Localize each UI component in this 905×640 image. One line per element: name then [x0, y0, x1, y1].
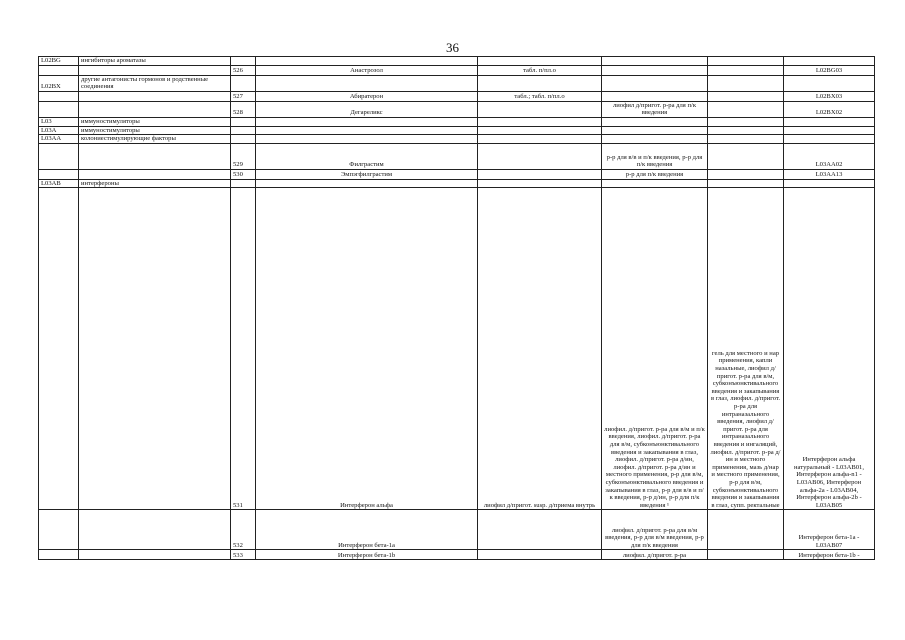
cell-num: 533	[231, 550, 256, 560]
cell-group: иммуностимуляторы	[79, 117, 231, 126]
table-row	[39, 169, 875, 179]
cell-atc: L03	[39, 117, 79, 126]
cell-name	[256, 75, 478, 91]
cell-atc	[39, 91, 79, 101]
cell-form3	[708, 179, 784, 188]
cell-form2	[602, 75, 708, 91]
cell-form3	[708, 57, 784, 66]
cell-form: табл. п/пл.о	[478, 65, 602, 75]
cell-name: Интерферон бета-1a	[256, 510, 478, 550]
cell-name: Абиратерон	[256, 91, 478, 101]
cell-num: 530	[231, 169, 256, 179]
cell-form	[478, 510, 602, 550]
cell-group	[79, 510, 231, 550]
cell-code: L03AA13	[784, 169, 875, 179]
cell-code: L02BX03	[784, 91, 875, 101]
cell-form2	[602, 65, 708, 75]
cell-form	[478, 126, 602, 135]
cell-form2: лиофил. д/пригот. р-ра для в/м и п/к введения, лиофил. д/пригот. р-ра для в/м, субконъюнктивального введения и закапывания в глаз, лиофил. д/пригот. р-ра д/ин, лиофил. д/пригот. р-ра д/ин и местного применения, р-р для в/м, субконъюнктивального введения и закапывания в глаз, р-р для в/в и п/к введения, р-р д/ин, р-р для п/к введения ¹	[602, 188, 708, 510]
cell-form2	[602, 117, 708, 126]
cell-atc: L02BG	[39, 57, 79, 66]
cell-form3	[708, 510, 784, 550]
cell-form	[478, 143, 602, 169]
cell-atc: L02BX	[39, 75, 79, 91]
drug-table	[38, 56, 875, 560]
cell-form3: гель для местного и нар применения, капли назальные, лиофил д/пригот. р-ра для в/м, субконъюнктивального введения и закапывания в глаз, лиофил. д/пригот. р-ра для интраназального введения, лиофил д/пригот. р-ра для интраназального введения и ингаляций, лиофил. д/пригот. р-ра д/ин и местного применения, мазь д/нар и местного применения, р-р для в/м, субконъюнктивального введения и закапывания в глаз, супп. ректальные	[708, 188, 784, 510]
cell-num	[231, 117, 256, 126]
table-row	[39, 510, 875, 550]
cell-code	[784, 117, 875, 126]
cell-name	[256, 179, 478, 188]
table-row	[39, 101, 875, 117]
cell-form	[478, 101, 602, 117]
cell-group	[79, 550, 231, 560]
table-row	[39, 126, 875, 135]
cell-name	[256, 57, 478, 66]
cell-atc	[39, 65, 79, 75]
cell-group: иммуностимуляторы	[79, 126, 231, 135]
cell-atc	[39, 169, 79, 179]
cell-name: Филграстим	[256, 143, 478, 169]
cell-code	[784, 135, 875, 144]
cell-form3	[708, 143, 784, 169]
cell-form3	[708, 126, 784, 135]
page-number: 36	[446, 40, 459, 55]
cell-atc: L03AA	[39, 135, 79, 144]
cell-form2: лиофил. д/пригот. р-ра	[602, 550, 708, 560]
cell-code: Интерферон альфа натуральный - L03AB01, Интерферон альфа-n1 - L03AB06, Интерферон альфа-2a - L03AB04, Интерферон альфа-2b - L03AB05	[784, 188, 875, 510]
cell-form2	[602, 57, 708, 66]
cell-form3	[708, 169, 784, 179]
cell-num: 528	[231, 101, 256, 117]
cell-code	[784, 126, 875, 135]
cell-name: Дегареликс	[256, 101, 478, 117]
cell-group	[79, 91, 231, 101]
cell-group: ингибиторы ароматазы	[79, 57, 231, 66]
cell-code: L03AA02	[784, 143, 875, 169]
cell-atc: L03AB	[39, 179, 79, 188]
cell-num	[231, 75, 256, 91]
cell-code	[784, 75, 875, 91]
table-row	[39, 57, 875, 66]
cell-atc	[39, 188, 79, 510]
cell-form3	[708, 65, 784, 75]
cell-form2	[602, 126, 708, 135]
cell-num: 529	[231, 143, 256, 169]
cell-code: L02BG03	[784, 65, 875, 75]
cell-code: Интерферон бета-1b -	[784, 550, 875, 560]
cell-name	[256, 135, 478, 144]
cell-form2: лиофил. д/пригот. р-ра для в/м введения, р-р для в/м введения, р-р для п/к введения	[602, 510, 708, 550]
cell-form	[478, 57, 602, 66]
cell-form3	[708, 101, 784, 117]
cell-form	[478, 117, 602, 126]
table-row	[39, 91, 875, 101]
table-row	[39, 117, 875, 126]
cell-form3	[708, 135, 784, 144]
cell-form2	[602, 135, 708, 144]
cell-group: колониестимулирующие факторы	[79, 135, 231, 144]
cell-form2: лиофил д/пригот. р-ра для п/к введения	[602, 101, 708, 117]
cell-name: Анастрозол	[256, 65, 478, 75]
cell-form	[478, 179, 602, 188]
cell-num: 526	[231, 65, 256, 75]
cell-form2: р-р для п/к введения	[602, 169, 708, 179]
cell-group	[79, 65, 231, 75]
cell-form: лиофил д/пригот. susp. д/приема внутрь	[478, 188, 602, 510]
cell-group: интерфероны	[79, 179, 231, 188]
cell-form2: р-р для в/в и п/к введения, р-р для п/к введения	[602, 143, 708, 169]
cell-atc	[39, 143, 79, 169]
cell-num	[231, 126, 256, 135]
cell-form	[478, 550, 602, 560]
table-row	[39, 143, 875, 169]
cell-num	[231, 179, 256, 188]
cell-name: Интерферон бета-1b	[256, 550, 478, 560]
table-row	[39, 188, 875, 510]
cell-name	[256, 117, 478, 126]
cell-code: Интерферон бета-1a - L03AB07	[784, 510, 875, 550]
cell-group	[79, 143, 231, 169]
cell-num: 531	[231, 188, 256, 510]
cell-code	[784, 179, 875, 188]
cell-form	[478, 169, 602, 179]
cell-group: другие антагонисты гормонов и родственные соединения	[79, 75, 231, 91]
cell-num: 532	[231, 510, 256, 550]
cell-code: L02BX02	[784, 101, 875, 117]
cell-atc: L03A	[39, 126, 79, 135]
table-row	[39, 65, 875, 75]
cell-name: Интерферон альфа	[256, 188, 478, 510]
table-row	[39, 179, 875, 188]
cell-form3	[708, 75, 784, 91]
cell-atc	[39, 550, 79, 560]
table-row	[39, 550, 875, 560]
cell-group	[79, 188, 231, 510]
cell-num	[231, 57, 256, 66]
cell-atc	[39, 101, 79, 117]
cell-form: табл.; табл. п/пл.о	[478, 91, 602, 101]
cell-form3	[708, 117, 784, 126]
cell-form3	[708, 550, 784, 560]
cell-num	[231, 135, 256, 144]
cell-form3	[708, 91, 784, 101]
cell-name: Эмпэгфилграстим	[256, 169, 478, 179]
cell-name	[256, 126, 478, 135]
table-row	[39, 75, 875, 91]
cell-form	[478, 135, 602, 144]
cell-num: 527	[231, 91, 256, 101]
cell-form	[478, 75, 602, 91]
cell-atc	[39, 510, 79, 550]
table-row	[39, 135, 875, 144]
cell-code	[784, 57, 875, 66]
cell-group	[79, 169, 231, 179]
cell-group	[79, 101, 231, 117]
cell-form2	[602, 91, 708, 101]
cell-form2	[602, 179, 708, 188]
